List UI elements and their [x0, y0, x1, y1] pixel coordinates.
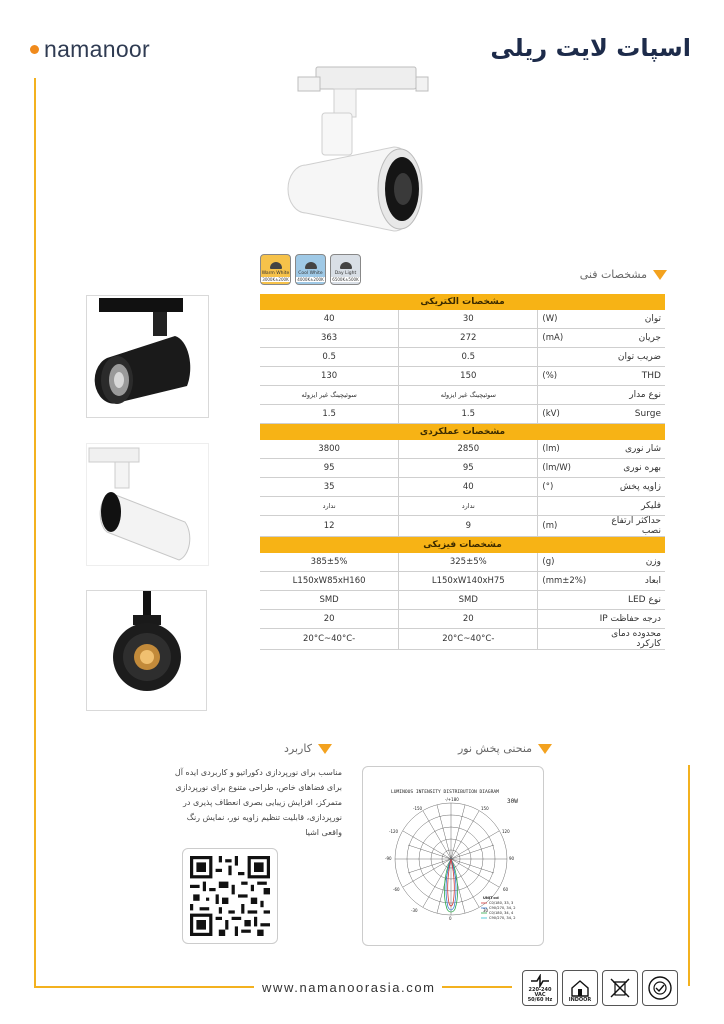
table-row: THD (%) 150 130 — [260, 367, 665, 386]
product-thumb-black — [86, 295, 209, 418]
voltage-cert-icon — [522, 970, 558, 1006]
house-icon — [569, 978, 591, 998]
table-row: توان (W) 30 40 — [260, 310, 665, 329]
table-row: درجه حفاظت IP 20 20 — [260, 610, 665, 629]
brand-logo — [30, 36, 150, 63]
cert-frequency-text: 50/60 Hz — [527, 997, 553, 1003]
standard-cert-icon — [642, 970, 678, 1006]
recycle-cert-icon — [602, 970, 638, 1006]
legend-item: C90/270, 34, 2 — [489, 906, 516, 910]
tech-specs-heading — [580, 268, 667, 281]
product-thumb-front — [86, 590, 207, 711]
frame-bottom-line — [34, 986, 254, 988]
spec-section-header: مشخصات الکتریکی — [260, 294, 665, 310]
plug-icon — [529, 974, 551, 988]
polar-diagram — [363, 767, 543, 945]
table-row: حداکثر ارتفاع نصب (m) 9 12 — [260, 516, 665, 537]
product-image-main — [276, 55, 446, 240]
diagram-title: LUMINOUS INTENSITY DISTRIBUTION DIAGRAM — [391, 790, 499, 795]
temp-range: 6500K±500K — [332, 277, 359, 282]
lamp-icon — [270, 262, 282, 269]
website-link[interactable]: www.namanoorasia.com — [262, 980, 436, 995]
page-title: اسپات لایت ریلی — [490, 34, 691, 62]
table-row: زاویه پخش (°) 40 35 — [260, 478, 665, 497]
tech-specs-label: مشخصات فنی — [579, 268, 647, 281]
angle-label: 30 — [483, 908, 489, 913]
table-row: جریان (mA) 272 363 — [260, 329, 665, 348]
usage-heading — [284, 742, 332, 755]
table-row: فلیکر ندارد ندارد — [260, 497, 665, 516]
table-row: Surge (kV) 1.5 1.5 — [260, 405, 665, 424]
legend-title: UNIT:cd — [483, 896, 499, 900]
frame-left-line — [34, 78, 36, 986]
angle-label: 150 — [481, 806, 489, 811]
temp-name: Cool White — [298, 271, 323, 276]
angle-label: -60 — [393, 887, 400, 892]
table-row: ضریب توان 0.5 0.5 — [260, 348, 665, 367]
usage-label: کاربرد — [284, 742, 312, 755]
frame-bottom-line — [442, 986, 512, 988]
legend-item: C0/180, 33, 3 — [489, 901, 514, 905]
angle-label: -90 — [385, 856, 392, 861]
legend-item: C0/180, 34, 4 — [489, 911, 514, 915]
color-temp-daylight — [330, 254, 361, 285]
angle-label: -/+180 — [445, 797, 459, 802]
qr-code-icon — [190, 856, 270, 936]
qr-code[interactable] — [182, 848, 278, 944]
table-row: نوع LED SMD SMD — [260, 591, 665, 610]
color-temp-cool — [295, 254, 326, 285]
indoor-cert-icon — [562, 970, 598, 1006]
luminous-distribution-diagram — [362, 766, 544, 946]
lamp-icon — [305, 262, 317, 269]
triangle-bullet-icon — [653, 270, 667, 280]
angle-label: 90 — [509, 856, 515, 861]
temp-range: 4000K±200K — [297, 277, 324, 282]
color-temperature-options — [260, 254, 361, 285]
legend-item: C90/270, 34, 2 — [489, 916, 516, 920]
triangle-bullet-icon — [318, 744, 332, 754]
table-row: بهره نوری (lm/W) 95 95 — [260, 459, 665, 478]
triangle-bullet-icon — [538, 744, 552, 754]
frame-right-line — [688, 765, 690, 986]
seal-icon — [647, 975, 673, 1001]
distribution-label: منحنی پخش نور — [458, 742, 533, 755]
temp-name: Warm White — [261, 271, 290, 276]
spec-section-header: مشخصات عملکردی — [260, 424, 665, 441]
table-row: نوع مدار سوئیچینگ غیر ایزوله سوئیچینگ غیر ایزوله — [260, 386, 665, 405]
angle-label: 60 — [503, 887, 509, 892]
product-thumb-white — [86, 443, 209, 566]
color-temp-warm — [260, 254, 291, 285]
spec-table — [260, 294, 665, 650]
angle-label: -30 — [411, 908, 418, 913]
cert-indoor-text: INDOOR — [568, 997, 592, 1003]
distribution-heading — [458, 742, 552, 755]
brand-dot-icon — [30, 45, 39, 54]
table-row: ابعاد (mm±2%) L150xW140xH75 L150xW85xH160 — [260, 572, 665, 591]
table-row: شار نوری (lm) 2850 3800 — [260, 440, 665, 459]
angle-label: 0 — [449, 916, 452, 921]
angle-label: -120 — [389, 829, 399, 834]
brand-name: namanoor — [44, 36, 150, 62]
table-row: وزن (g) 325±5% 385±5% — [260, 553, 665, 572]
table-row: محدوده دمای کارکرد -20°C~40°C -20°C~40°C — [260, 629, 665, 650]
temp-name: Day Light — [334, 271, 357, 276]
angle-label: 120 — [502, 829, 510, 834]
angle-label: -150 — [413, 806, 423, 811]
spec-section-header: مشخصات فیزیکی — [260, 537, 665, 554]
lamp-icon — [340, 262, 352, 269]
usage-description: مناسب برای نورپردازی دکوراتیو و کاربردی ایده آل برای فضاهای خاص، طراحی متنوع برای نورپردازی متمرکز، افزایش زیبایی بصری انعطاف پذیری در نورپردازی، قابلیت تنظیم زاویه نور، نمایش رنگ واقعی اشیا — [174, 768, 342, 837]
no-bin-icon — [607, 975, 633, 1001]
temp-range: 3000K±200K — [262, 277, 289, 282]
cert-voltage-text: 220-240 VAC — [528, 987, 552, 998]
diagram-power: 30W — [507, 798, 518, 805]
